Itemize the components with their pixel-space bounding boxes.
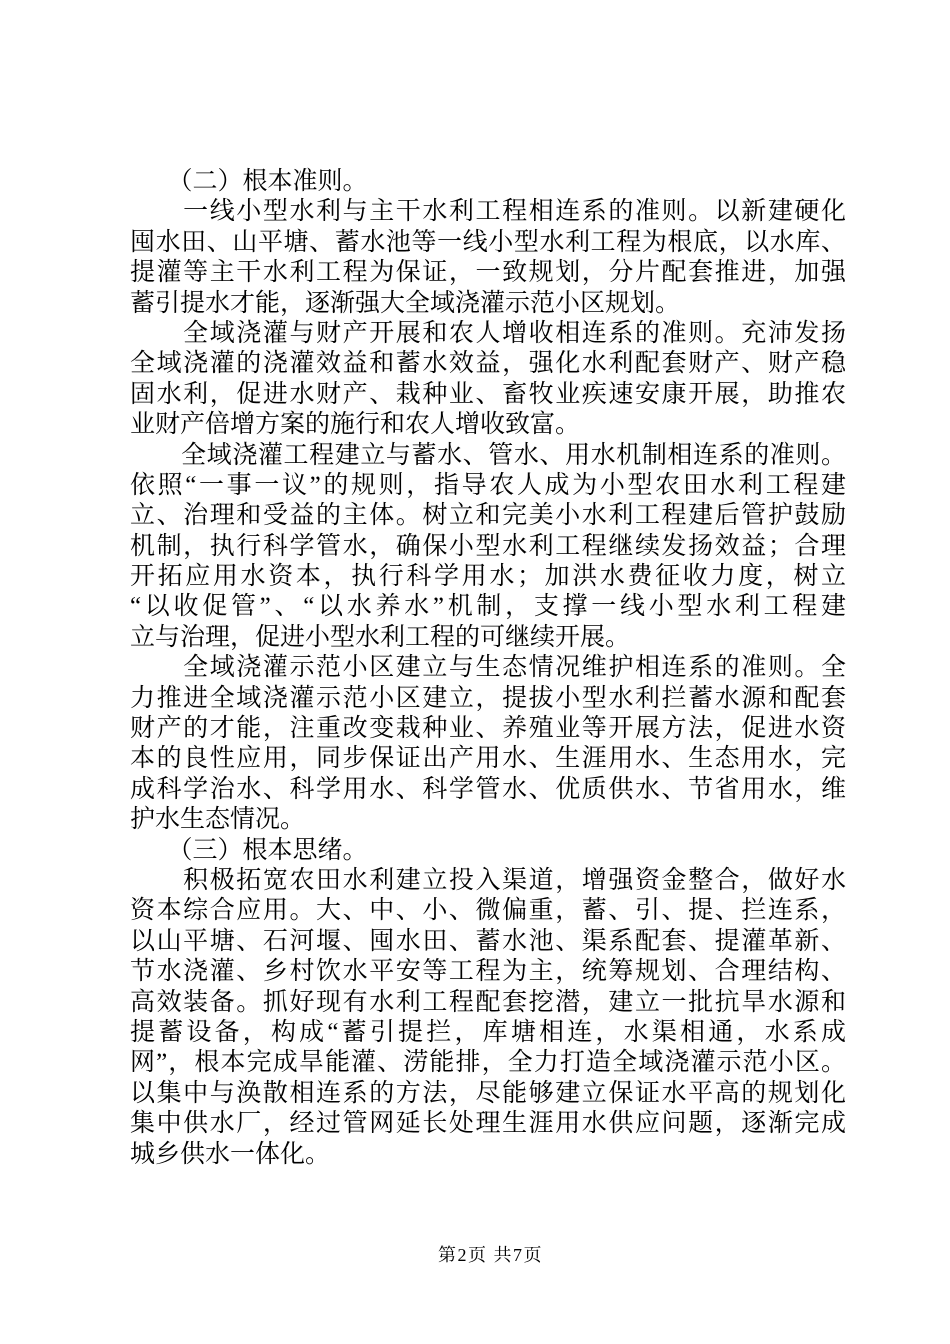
text-line: 业财产倍增方案的施行和农人增收致富。 [130, 411, 581, 439]
text-line: 以集中与涣散相连系的方法，尽能够建立保证水平高的规划化 [130, 1079, 846, 1107]
text-line: 全域浇灌示范小区建立与生态情况维护相连系的准则。全 [130, 654, 846, 682]
text-line: 网”，根本完成旱能灌、涝能排，全力打造全域浇灌示范小区。 [130, 1049, 846, 1077]
text-line: 集中供水厂，经过管网延长处理生涯用水供应问题，逐渐完成 [130, 1110, 846, 1138]
text-line: 蓄引提水才能，逐渐强大全域浇灌示范小区规划。 [130, 289, 681, 317]
text-line: 囤水田、山平塘、蓄水池等一线小型水利工程为根底，以水库、 [130, 228, 846, 256]
text-line: 财产的才能，注重改变栽种业、养殖业等开展方法，促进水资 [130, 715, 846, 743]
text-line: 立与治理，促进小型水利工程的可继续开展。 [130, 623, 631, 651]
text-line: 积极拓宽农田水利建立投入渠道，增强资金整合，做好水 [130, 866, 846, 894]
text-line: 本的良性应用，同步保证出产用水、生涯用水、生态用水，完 [130, 745, 846, 773]
text-line: 力推进全域浇灌示范小区建立，提拔小型水利拦蓄水源和配套 [130, 684, 846, 712]
text-line: 全域浇灌的浇灌效益和蓄水效益，强化水利配套财产、财产稳 [130, 350, 846, 378]
text-line: 全域浇灌与财产开展和农人增收相连系的准则。充沛发扬 [130, 319, 846, 347]
text-line: 高效装备。抓好现有水利工程配套挖潜，建立一批抗旱水源和 [130, 988, 846, 1016]
text-line: 资本综合应用。大、中、小、微偏重，蓄、引、提、拦连系， [130, 897, 846, 925]
text-line: （二）根本准则。 [130, 168, 368, 195]
text-line: （三）根本思绪。 [130, 836, 368, 864]
text-line: 以山平塘、石河堰、囤水田、蓄水池、渠系配套、提灌革新、 [130, 927, 846, 955]
text-line: 一线小型水利与主干水利工程相连系的准则。以新建硬化 [130, 198, 846, 226]
text-line: 提灌等主干水利工程为保证，一致规划，分片配套推进，加强 [130, 259, 846, 287]
text-line: 依照“一事一议”的规则，指导农人成为小型农田水利工程建 [130, 471, 846, 499]
text-line: “以收促管”、“以水养水”机制，支撑一线小型水利工程建 [130, 593, 846, 621]
document-body [130, 167, 846, 1170]
text-line: 全域浇灌工程建立与蓄水、管水、用水机制相连系的准则。 [130, 441, 846, 469]
text-line: 城乡供水一体化。 [130, 1140, 331, 1168]
text-line: 立、治理和受益的主体。树立和完美小水利工程建后管护鼓励 [130, 502, 846, 530]
text-line: 固水利，促进水财产、栽种业、畜牧业疾速安康开展，助推农 [130, 380, 846, 408]
text-line: 成科学治水、科学用水、科学管水、优质供水、节省用水，维 [130, 775, 846, 803]
text-line: 机制，执行科学管水，确保小型水利工程继续发扬效益；合理 [130, 532, 846, 560]
text-line: 护水生态情况。 [130, 806, 306, 834]
text-line: 开拓应用水资本，执行科学用水；加洪水费征收力度，树立 [130, 563, 846, 591]
text-line: 节水浇灌、乡村饮水平安等工程为主，统筹规划、合理结构、 [130, 958, 846, 986]
page-number-footer: 第2页 共7页 [438, 1245, 543, 1265]
text-line: 提蓄设备，构成“蓄引提拦，库塘相连，水渠相通，水系成 [130, 1018, 846, 1046]
